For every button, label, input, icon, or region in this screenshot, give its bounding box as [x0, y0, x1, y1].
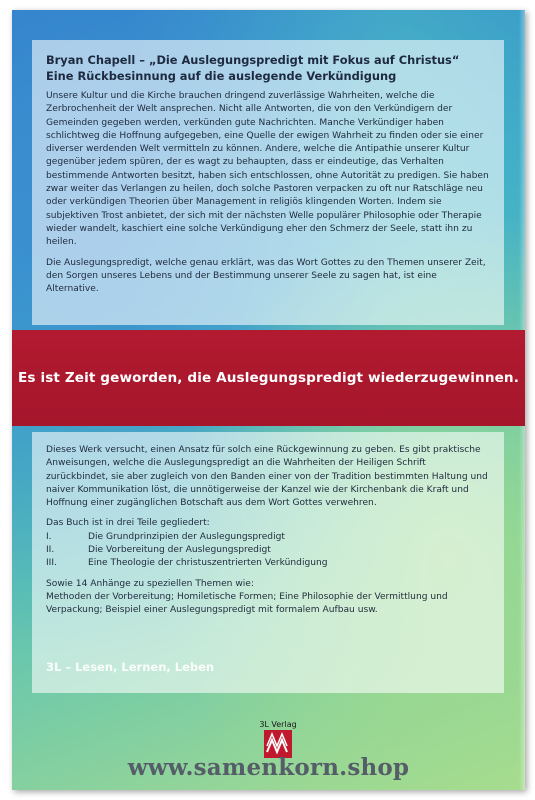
watermark-url: www.samenkorn.shop: [127, 754, 410, 781]
intro-paragraph-1: Unsere Kultur und die Kirche brauchen dringend zuverlässige Wahrheiten, welche die Zerbrochenheit der Welt ansprechen. Nicht alle Antworten, die von den Verkündigern der Gemeinden gegeben werden, verkünden gute Nachrichten. Manche Verkündiger haben schlichtweg die Hoffnung aufgegeben, eine Quelle der ewigen Wahrheit zu finden oder sie einer diverser werdenden Welt vermitteln zu können. Andere, welche die Antipathie unserer Kultur gegenüber jedem spüren, der es wagt zu behaupten, dass er eindeutige, das Verhalten bestimmende Antworten besitzt, haben sich entschlossen, ohne Autorität zu predigen. Sie haben zwar weiter das Verlangen zu heilen, doch solche Pastoren verpacken zu oft nur Ratschläge neu oder verkündigen Theorien über Management in religiös klingenden Worten. Indem sie subjektiven Trost anbietet, der sich mit der nächsten Welle populärer Philosophie oder Therapie wieder wandelt, kaschiert eine solche Verkündigung eher den Schmerz der Seele, statt ihn zu heilen.: [46, 91, 489, 248]
list-item: [46, 544, 490, 557]
part-label: Eine Theologie der christuszentrierten Verkündigung: [88, 558, 328, 569]
publisher-name: 3L Verlag: [259, 720, 297, 729]
appendix-text: Methoden der Vorbereitung; Homiletische Formen; Eine Philosophie der Vermittlung und Verpackung; Beispiel einer Auslegungspredigt mit formalem Aufbau usw.: [46, 591, 448, 616]
details-panel: [32, 432, 504, 693]
book-title: [46, 52, 490, 84]
part-number: I.: [46, 531, 52, 542]
parts-intro: Das Buch ist in drei Teile gegliedert:: [46, 518, 210, 529]
appendix-intro: Sowie 14 Anhänge zu speziellen Themen wie:: [46, 578, 254, 589]
list-item: [46, 557, 490, 570]
part-number: III.: [46, 558, 57, 569]
highlight-band: [12, 330, 525, 426]
intro-panel: [32, 40, 504, 325]
band-headline: Es ist Zeit geworden, die Auslegungspredigt wiederzugewinnen.: [18, 370, 519, 386]
list-item: [46, 531, 490, 544]
part-label: Die Vorbereitung der Auslegungspredigt: [88, 545, 271, 556]
intro-paragraph-2: Die Auslegungspredigt, welche genau erklärt, was das Wort Gottes zu den Themen unserer Zeit, den Sorgen unseres Lebens und der Bestimmung unserer Seele zu sagen hat, ist eine Alternative.: [46, 257, 486, 295]
publisher-tagline: 3L – Lesen, Lernen, Leben: [46, 660, 215, 674]
parts-list: [46, 531, 490, 571]
details-paragraph: Dieses Werk versucht, einen Ansatz für solch eine Rückgewinnung zu geben. Es gibt praktische Anweisungen, welche die Auslegungspredigt an die Wahrheiten der Heiligen Schrift zurückbindet, sie aber zugleich von den Banden einer von der Tradition bestimmten Haltung und naiver Kommunikation löst, die unnötigerweise der Kanzel wie der Kirchenbank die Kraft und Hoffnung einer zugänglichen Botschaft aus dem Wort Gottes verwehren.: [46, 445, 488, 509]
part-number: II.: [46, 545, 55, 556]
book-back-cover: [12, 10, 525, 790]
title-line-1: Bryan Chapell – „Die Auslegungspredigt mit Fokus auf Christus“: [46, 53, 460, 67]
title-line-2: Eine Rückbesinnung auf die auslegende Verkündigung: [46, 69, 397, 83]
part-label: Die Grundprinzipien der Auslegungspredigt: [88, 531, 285, 542]
